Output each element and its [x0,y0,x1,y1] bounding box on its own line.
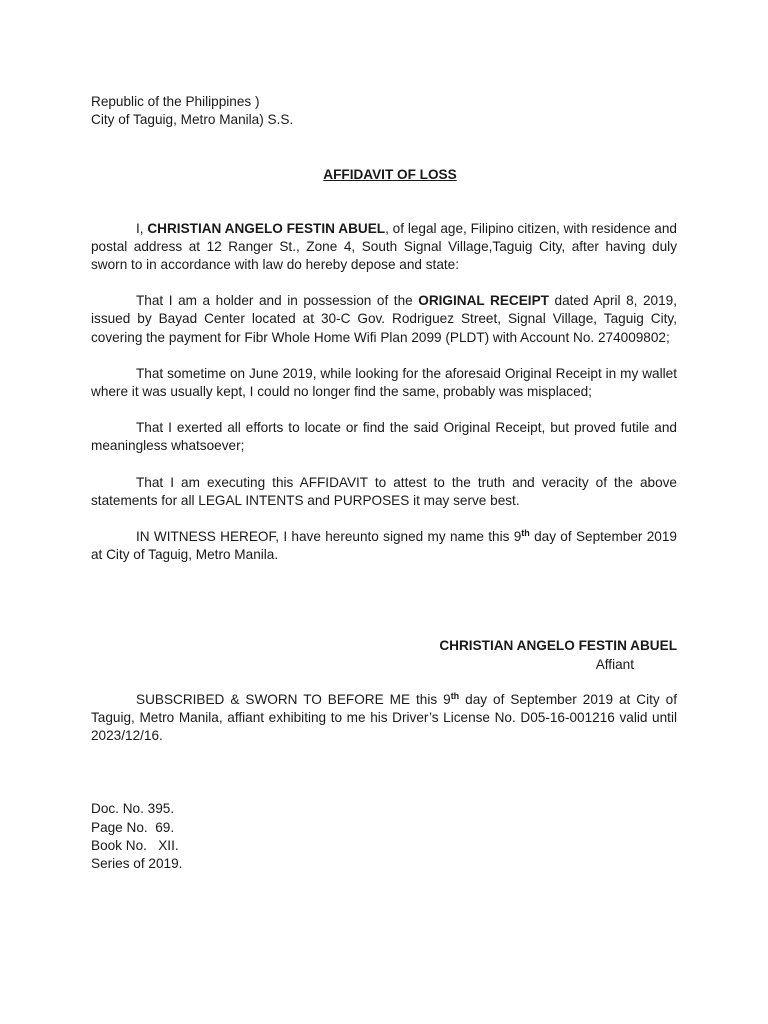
affiant-role-label: Affiant [595,656,634,672]
book-number: Book No. XII. [91,837,179,853]
loss-paragraph: That sometime on June 2019, while looking for the aforesaid Original Receipt in my wallet where it was usually kept, I could no longer find the same, probably was misplaced; [91,365,677,400]
jurat-rest: day of September 2019 at City of Taguig, Metro Manila, affiant exhibiting to me his Driver’s License No. D05-16-001216 valid until 2023/12/16. [91,691,678,744]
venue-line-republic: Republic of the Philippines ) [91,94,260,109]
intro-rest: , of legal age, Filipino citizen, with residence and postal address at 12 Ranger St., Zone 4, South Signal Village,Taguig City, after having duly sworn to in accordance with law do hereby depose and state: [91,220,677,273]
original-receipt-label: ORIGINAL RECEIPT [418,293,549,309]
witness-prefix: IN WITNESS HEREOF, I have hereunto signed my name this 9 [136,529,522,545]
receipt-paragraph [91,292,677,347]
document-title: AFFIDAVIT OF LOSS [323,167,457,183]
series-year: Series of 2019. [91,856,183,872]
signature-block [91,637,677,673]
venue-header [91,93,677,129]
page-number: Page No. 69. [91,819,175,835]
witness-ordinal-suffix: th [521,528,530,539]
witness-rest: day of September 2019 at City of Taguig, Metro Manila. [91,529,677,563]
affiant-signature-name: CHRISTIAN ANGELO FESTIN ABUEL [439,638,677,654]
affiant-name-inline: CHRISTIAN ANGELO FESTIN ABUEL [147,220,386,236]
intro-paragraph [91,220,677,275]
doc-number: Doc. No. 395. [91,801,175,817]
receipt-prefix: That I am a holder and in possession of the [136,293,419,309]
receipt-rest: dated April 8, 2019, issued by Bayad Center located at 30-C Gov. Rodriguez Street, Signal Village, Taguig City, covering the payment for Fibr Whole Home Wifi Plan 2099 (PLDT) with Account No. 274009802; [91,293,677,345]
efforts-paragraph: That I exerted all efforts to locate or find the said Original Receipt, but proved futile and meaningless whatsoever; [91,420,677,454]
jurat-ordinal-suffix: th [450,690,460,701]
affidavit-document [91,93,677,873]
jurat-prefix: SUBSCRIBED & SWORN TO BEFORE ME this 9 [136,691,451,707]
jurat-paragraph [91,691,677,746]
intro-prefix: I, [136,220,148,236]
witness-paragraph [91,528,677,564]
venue-line-city: City of Taguig, Metro Manila) S.S. [91,112,294,128]
notarial-register-block [91,800,677,873]
purpose-paragraph: That I am executing this AFFIDAVIT to attest to the truth and veracity of the above statements for all LEGAL INTENTS and PURPOSES it may serve best. [91,474,677,508]
